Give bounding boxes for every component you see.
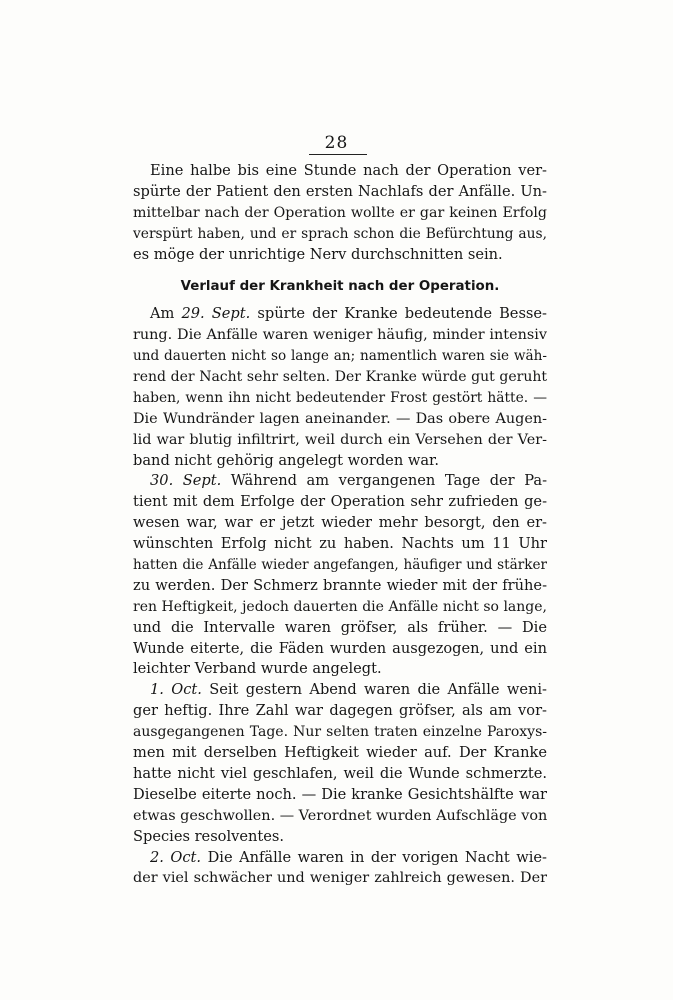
text-line: wünschten Erfolg nicht zu haben. Nachts um 11 Uhr: [133, 535, 547, 553]
text-line: verspürt haben, und er sprach schon die Befürchtung aus,: [133, 225, 547, 242]
text-line: etwas geschwollen. — Verordnet wurden Aufschläge von: [133, 807, 548, 824]
entry-1-oct: [133, 680, 547, 847]
text-line: zu werden. Der Schmerz brannte wieder mit der frühe-: [133, 576, 547, 594]
entry-first-line: [133, 304, 547, 325]
text-line: lid war blutig infiltrirt, weil durch ein Versehen der Ver-: [133, 431, 547, 448]
entry-first-line: [133, 848, 547, 869]
text-line: band nicht gehörig angelegt worden war.: [133, 451, 440, 469]
paragraph-intro: [133, 161, 547, 265]
entry-first-line: [133, 680, 547, 701]
text-line: Dieselbe eiterte noch. — Die kranke Gesichtshälfte war: [133, 785, 547, 803]
entry-first-line: [133, 471, 547, 492]
text-line: haben, wenn ihn nicht bedeutender Frost gestört hätte. —: [133, 389, 547, 406]
text-line: Species resolventes.: [133, 827, 285, 845]
entry-prefix: Am: [150, 305, 182, 323]
text-line: Eine halbe bis eine Stunde nach der Operation ver-: [150, 162, 547, 179]
text-line: ausgegangenen Tage. Nur selten traten einzelne Paroxys-: [133, 724, 547, 741]
text-line: ren Heftigkeit, jedoch dauerten die Anfälle nicht so lange,: [133, 598, 547, 615]
text-line: men mit derselben Heftigkeit wieder auf. Der Kranke: [133, 744, 547, 762]
text-line: es möge der unrichtige Nerv durchschnitten sein.: [133, 245, 503, 263]
text-line: leichter Verband wurde angelegt.: [133, 660, 382, 678]
entry-text: spürte der Kranke bedeutende Besse-: [250, 305, 547, 323]
page-body: [133, 161, 547, 889]
text-line: Die Wundränder lagen aneinander. — Das obere Augen-: [133, 410, 547, 427]
text-line: rend der Nacht sehr selten. Der Kranke würde gut geruht: [133, 369, 547, 386]
text-line: ger heftig. Ihre Zahl war dagegen gröfser, als am vor-: [133, 702, 547, 720]
entry-text: Die Anfälle waren in der vorigen Nacht wie-: [201, 848, 547, 866]
text-line: Wunde eiterte, die Fäden wurden ausgezogen, und ein: [133, 639, 547, 657]
entry-29-sept: [133, 304, 547, 471]
entry-text: Während am vergangenen Tage der Pa-: [221, 472, 547, 490]
text-line: hatte nicht viel geschlafen, weil die Wunde schmerzte.: [133, 764, 547, 782]
text-line: wesen war, war er jetzt wieder mehr besorgt, den er-: [133, 514, 547, 532]
section-heading: Verlauf der Krankheit nach der Operation.: [180, 279, 500, 295]
text-line: der viel schwächer und weniger zahlreich gewesen. Der: [133, 870, 547, 887]
entry-30-sept: [133, 471, 547, 680]
page-number: 28: [324, 133, 349, 153]
entry-2-oct: [133, 848, 547, 890]
text-line: tient mit dem Erfolge der Operation sehr zufrieden ge-: [133, 493, 547, 511]
text-line: und dauerten nicht so lange an; namentlich waren sie wäh-: [133, 348, 547, 365]
text-line: mittelbar nach der Operation wollte er gar keinen Erfolg: [133, 204, 547, 221]
entry-date: 30. Sept.: [150, 472, 222, 490]
entry-date: 29. Sept.: [181, 305, 251, 323]
text-line: hatten die Anfälle wieder angefangen, häufiger und stärker: [133, 557, 547, 574]
text-line: und die Intervalle waren gröfser, als früher. — Die: [133, 618, 547, 636]
entry-date: 2. Oct.: [150, 848, 202, 866]
entry-date: 1. Oct.: [150, 681, 202, 699]
text-line: rung. Die Anfälle waren weniger häufig, minder intensiv: [133, 327, 547, 344]
page-number-rule: [309, 154, 367, 155]
text-line: spürte der Patient den ersten Nachlafs der Anfälle. Un-: [133, 182, 547, 200]
entry-text: Seit gestern Abend waren die Anfälle weni-: [201, 681, 547, 699]
